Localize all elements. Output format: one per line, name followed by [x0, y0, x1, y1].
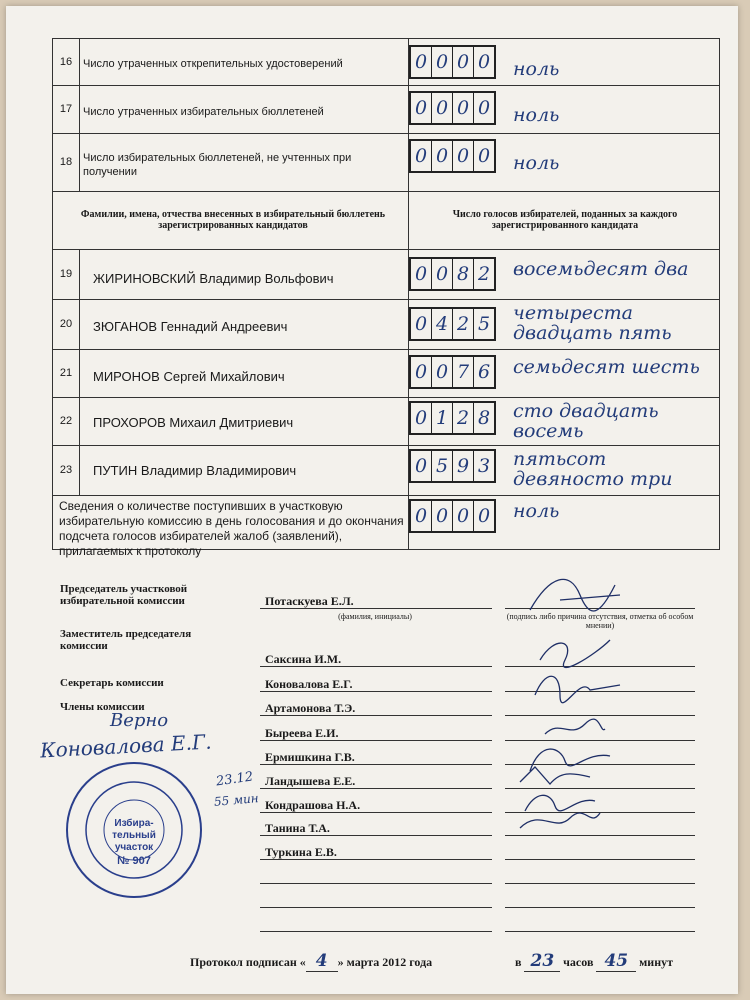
handwritten-certified: Верно: [110, 710, 169, 731]
member-name: Артамонова Т.Э.: [265, 701, 356, 715]
digit-boxes: 0 0 0 0: [409, 499, 496, 533]
table-row: [53, 85, 719, 134]
member-signature: [515, 808, 605, 838]
row-number: 16: [53, 39, 80, 85]
table-row: [53, 39, 719, 86]
footer-time: в 23 часов 45 минут: [515, 951, 674, 971]
chair-name: Потаскуева Е.Л.: [265, 594, 354, 608]
members-label: Члены комиссии: [60, 701, 145, 713]
row-number: 20: [53, 299, 80, 349]
header-right: Число голосов избирателей, поданных за каждого зарегистрированного кандидата: [452, 209, 678, 231]
candidate-name: ПРОХОРОВ Михаил Дмитриевич: [93, 415, 294, 430]
candidate-name: ЖИРИНОВСКИЙ Владимир Вольфович: [93, 271, 334, 286]
stamp-time-note: 55 мин: [213, 791, 260, 809]
header-left: Фамилии, имена, отчества внесенных в избирательный бюллетень зарегистрированных кандидатов: [80, 209, 386, 231]
row-number: 21: [53, 349, 80, 397]
chair-label: Председатель участковой избирательной комиссии: [60, 583, 188, 607]
words-value: ноль: [513, 152, 560, 174]
footer-day: 4: [306, 951, 338, 972]
row-label: Число утраченных открепительных удостоверений: [83, 58, 343, 70]
digit-boxes: 0 0 0 0: [409, 139, 496, 173]
signature-hint: (подпись либо причина отсутствия, отметка об особом мнении): [506, 612, 694, 630]
svg-text:участок: участок: [114, 842, 154, 853]
secretary-label: Секретарь комиссии: [60, 677, 164, 689]
candidate-row: [53, 299, 719, 350]
words-value: ноль: [513, 58, 560, 80]
stamp-date-note: 23.12: [215, 769, 255, 790]
row-label: Число избирательных бюллетеней, не учтенных при получении: [83, 152, 352, 178]
digit-boxes: 0 5 9 3: [409, 449, 496, 483]
member-name: Кондрашова Н.А.: [265, 798, 361, 812]
words-value: пятьсот девяносто три: [513, 448, 673, 490]
row-number: 23: [53, 445, 80, 495]
candidate-name: ПУТИН Владимир Владимирович: [93, 463, 297, 478]
svg-text:Избира-: Избира-: [114, 818, 154, 829]
words-value: семьдесят шесть: [513, 356, 700, 378]
complaints-row: [53, 495, 719, 558]
secretary-name: Коновалова Е.Г.: [265, 677, 353, 691]
candidate-row: [53, 445, 719, 496]
candidate-row: [53, 397, 719, 446]
digit-boxes: 0 0 8 2: [409, 257, 496, 291]
words-value: восемьдесят два: [513, 258, 689, 280]
complaints-label: Сведения о количестве поступивших в участковую избирательную комиссию в день голосования и до окончания подсчета голосов избирателей жалоб (заявлений), прилагаемых к протоколу: [59, 499, 404, 558]
digit-boxes: 0 0 0 0: [409, 91, 496, 125]
candidate-name: МИРОНОВ Сергей Михайлович: [93, 369, 285, 384]
candidates-header: [53, 191, 719, 250]
results-table: [52, 38, 720, 558]
secretary-signature: [530, 660, 630, 710]
candidate-name: ЗЮГАНОВ Геннадий Андреевич: [93, 319, 288, 334]
words-value: ноль: [513, 500, 560, 522]
digit-boxes: 0 0 7 6: [409, 355, 496, 389]
member-name: Ермишкина Г.В.: [265, 750, 355, 764]
row-number: 18: [53, 133, 80, 191]
member-name: Туркина Е.В.: [265, 845, 337, 859]
footer-hours: 23: [524, 951, 560, 972]
words-value: ноль: [513, 104, 560, 126]
row-label: Число утраченных избирательных бюллетеней: [83, 106, 324, 118]
member-name: Танина Т.А.: [265, 821, 330, 835]
candidate-row: [53, 249, 719, 300]
svg-text:№ 907: № 907: [117, 855, 151, 867]
handwritten-signer: Коновалова Е.Г.: [39, 729, 213, 763]
deputy-name: Саксина И.М.: [265, 652, 342, 666]
footer-minutes: 45: [596, 951, 636, 972]
row-number: 22: [53, 397, 80, 445]
svg-text:тельный: тельный: [112, 830, 156, 841]
name-hint: (фамилия, инициалы): [338, 612, 412, 621]
candidate-row: [53, 349, 719, 398]
row-number: 19: [53, 249, 80, 299]
digit-boxes: 0 0 0 0: [409, 45, 496, 79]
commission-stamp: [64, 760, 204, 900]
deputy-label: Заместитель председателя комиссии: [60, 628, 192, 652]
digit-boxes: 0 1 2 8: [409, 401, 496, 435]
table-row: [53, 133, 719, 192]
words-value: четыреста двадцать пять: [513, 302, 672, 344]
chair-signature: [520, 565, 640, 625]
digit-boxes: 0 4 2 5: [409, 307, 496, 341]
words-value: сто двадцать восемь: [513, 400, 659, 442]
row-number: 17: [53, 85, 80, 133]
footer-signed: Протокол подписан « 4 » марта 2012 года: [190, 951, 433, 971]
member-name: Ландышева Е.Е.: [265, 774, 356, 788]
member-name: Быреева Е.И.: [265, 726, 339, 740]
